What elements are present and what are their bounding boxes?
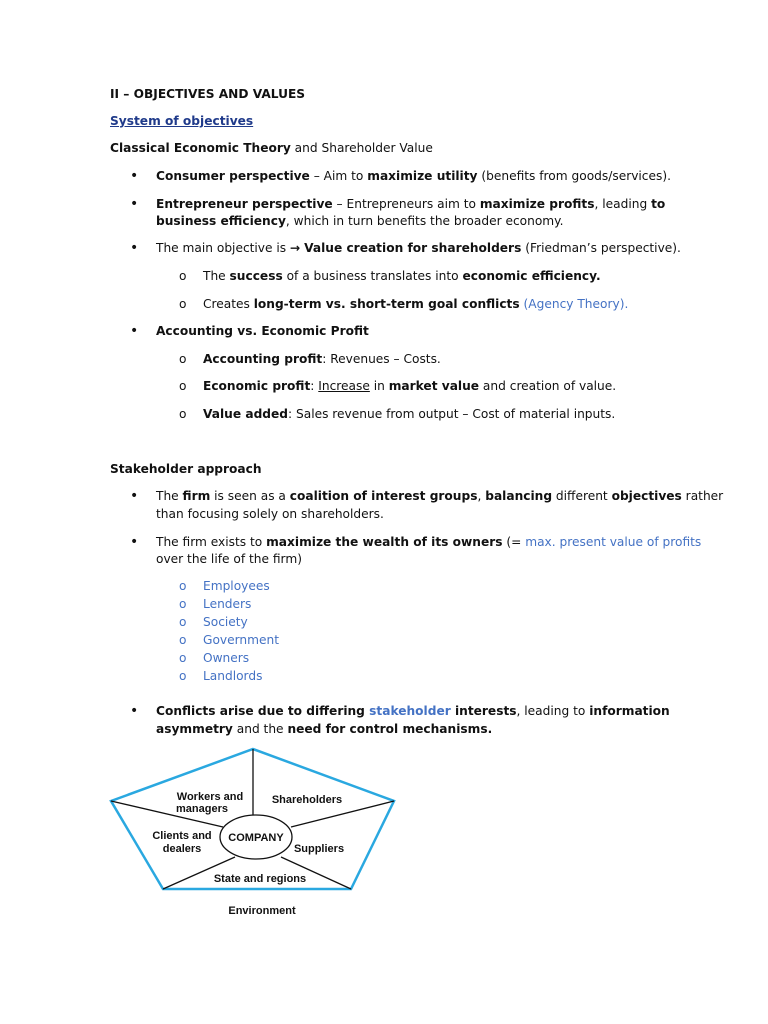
main-objective-item: The main objective is → Value creation for shareholders (Friedman’s perspective). xyxy=(156,241,681,255)
classical-heading: Classical Economic Theory and Shareholder Value xyxy=(110,141,433,155)
entrepreneur-perspective-item: Entrepreneur perspective – Entrepreneurs aim to maximize profits, leading to xyxy=(156,197,666,211)
stakeholder-group-item: Lenders xyxy=(203,597,252,611)
sub-bullet-circle: o xyxy=(179,669,187,683)
bullet-dot: • xyxy=(130,488,139,504)
stakeholder-group-item: Government xyxy=(203,633,280,647)
sub-bullet-circle: o xyxy=(179,579,187,593)
stakeholder-group-item: Employees xyxy=(203,579,270,593)
goal-conflicts-subitem: Creates long-term vs. short-term goal conflicts (Agency Theory). xyxy=(203,297,629,311)
bullet-dot: • xyxy=(130,323,139,339)
economic-profit-subitem: Economic profit: Increase in market value and creation of value. xyxy=(203,379,617,393)
stakeholder-group-item: Owners xyxy=(203,651,250,665)
bullet-dot: • xyxy=(130,196,139,212)
sub-bullet-circle: o xyxy=(179,651,187,665)
firm-coalition-item: The firm is seen as a coalition of interest groups, balancing different objectives rather xyxy=(156,489,724,503)
conflicts-item: Conflicts arise due to differing stakeholder interests, leading to information xyxy=(156,704,670,718)
label-dealers: dealers xyxy=(162,843,202,855)
sub-bullet-circle: o xyxy=(179,407,187,421)
label-workers: Workers and xyxy=(176,791,244,803)
section-title: II – OBJECTIVES AND VALUES xyxy=(110,87,306,101)
bullet-dot: • xyxy=(130,534,139,550)
bullet-dot: • xyxy=(130,168,139,184)
arrow-right-icon: → xyxy=(290,241,301,255)
accounting-profit-subitem: Accounting profit: Revenues – Costs. xyxy=(203,352,441,366)
success-subitem: The success of a business translates into economic efficiency. xyxy=(203,269,601,283)
sub-bullet-circle: o xyxy=(179,379,187,393)
firm-exists-item: The firm exists to maximize the wealth of its owners (= max. present value of profits xyxy=(156,535,702,549)
bullet-dot: • xyxy=(130,240,139,256)
label-shareholders: Shareholders xyxy=(271,794,343,806)
sub-bullet-circle: o xyxy=(179,615,187,629)
conflicts-item-cont: asymmetry and the need for control mechanisms. xyxy=(156,722,493,736)
stakeholder-group-item: Society xyxy=(203,615,248,629)
system-of-objectives-link[interactable]: System of objectives xyxy=(110,114,254,128)
stakeholder-diagram xyxy=(105,745,405,925)
entrepreneur-perspective-item-cont: business efficiency, which in turn benefits the broader economy. xyxy=(156,214,564,228)
label-clients: Clients and xyxy=(152,830,212,842)
accounting-vs-economic-item: Accounting vs. Economic Profit xyxy=(156,324,369,338)
stakeholder-heading: Stakeholder approach xyxy=(110,462,262,476)
sub-bullet-circle: o xyxy=(179,633,187,647)
sub-bullet-circle: o xyxy=(179,269,187,283)
label-environment: Environment xyxy=(228,905,296,917)
firm-exists-item-cont: over the life of the firm) xyxy=(156,552,302,566)
stakeholder-group-item: Landlords xyxy=(203,669,263,683)
label-suppliers: Suppliers xyxy=(293,843,345,855)
consumer-perspective-item: Consumer perspective – Aim to maximize utility (benefits from goods/services). xyxy=(156,169,671,183)
bullet-dot: • xyxy=(130,703,139,719)
value-added-subitem: Value added: Sales revenue from output – Cost of material inputs. xyxy=(203,407,616,421)
label-company: COMPANY xyxy=(228,832,284,844)
sub-bullet-circle: o xyxy=(179,352,187,366)
sub-bullet-circle: o xyxy=(179,597,187,611)
label-managers: managers xyxy=(176,803,228,815)
sub-bullet-circle: o xyxy=(179,297,187,311)
firm-coalition-item-cont: than focusing solely on shareholders. xyxy=(156,507,384,521)
label-state: State and regions xyxy=(213,873,307,885)
